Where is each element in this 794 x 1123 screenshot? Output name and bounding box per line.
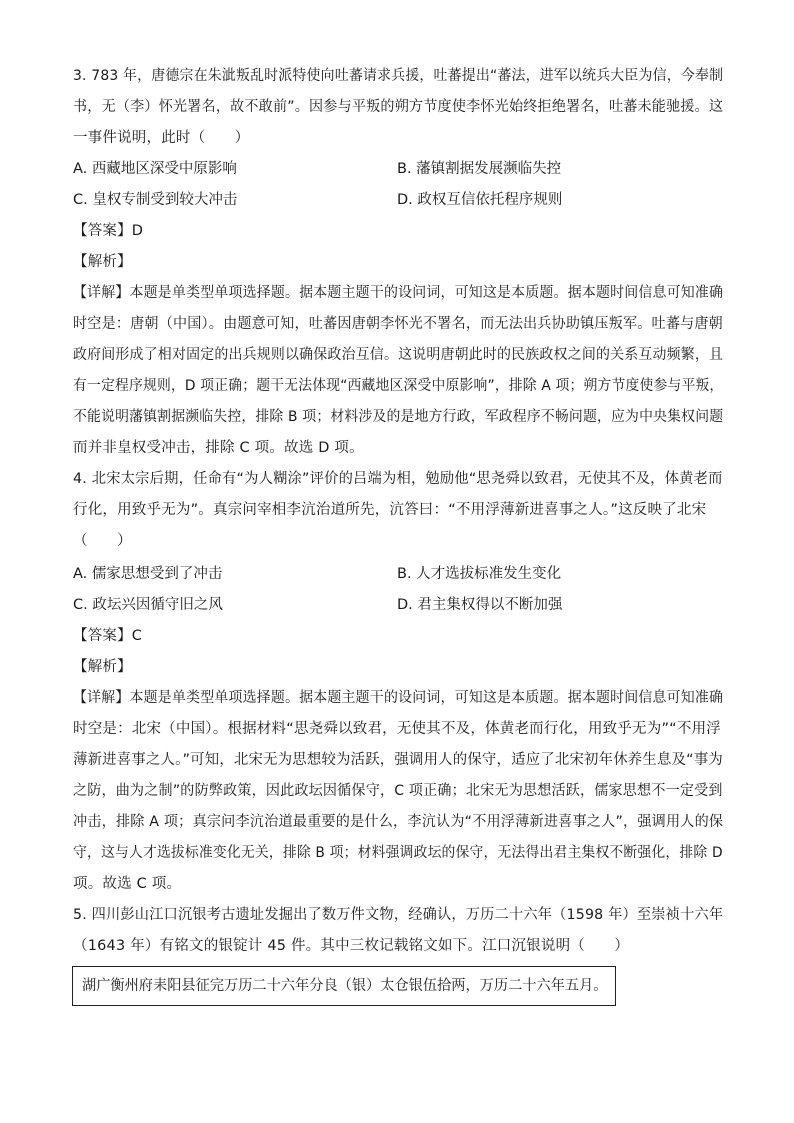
question-3-option-a: A. 西藏地区深受中原影响	[73, 161, 237, 177]
question-4-line-3: （ ）	[73, 533, 132, 549]
question-3-line-3: 一事件说明，此时（ ）	[73, 130, 250, 146]
inscription-box	[72, 966, 616, 1006]
question-4-option-c: C. 政坛兴因循守旧之风	[73, 597, 223, 613]
question-3-option-d: D. 政权互信依托程序规则	[397, 192, 563, 208]
question-3-detail-line-4: 有一定程序规则，D 项正确；题干无法体现“西藏地区深受中原影响”，排除 A 项；朔方节度使参与平叛，	[73, 378, 724, 394]
question-4-detail-line-5: 冲击，排除 A 项；真宗问李沆治道最重要的是什么，李沆认为“不用浮薄新进喜事之人”，强调用人的保	[73, 814, 724, 830]
question-3-line-1: 3. 783 年，唐德宗在朱泚叛乱时派特使向吐蕃请求兵援，吐蕃提出“蕃法，进军以统兵大臣为信，今奉制	[73, 68, 724, 84]
question-4-detail-line-2: 时空是：北宋（中国）。根据材料“思尧舜以致君，无使其不及，体黄老而行化，用致乎无为”“不用浮	[73, 721, 721, 737]
question-4-option-b: B. 人才选拔标准发生变化	[397, 566, 562, 582]
question-4-answer: 【答案】C	[73, 628, 143, 644]
question-4-line-1: 4. 北宋太宗后期，任命有“为人糊涂”评价的吕端为相，勉励他“思尧舜以致君，无使其不及，体黄老而	[73, 471, 723, 487]
question-3-line-2: 书，无（李）怀光署名，故不敢前”。因参与平叛的朔方节度使李怀光始终拒绝署名，吐蕃未能驰援。这	[73, 99, 724, 115]
question-3-detail-line-2: 时空是：唐朝（中国）。由题意可知，吐蕃因唐朝李怀光不署名，而无法出兵协助镇压叛军。吐蕃与唐朝	[73, 316, 723, 332]
question-3-detail-line-5: 不能说明藩镇割据濒临失控，排除 B 项；材料涉及的是地方行政，军政程序不畅问题，应为中央集权问题	[73, 409, 724, 425]
question-3-detail-line-6: 而并非皇权受冲击，排除 C 项。故选 D 项。	[73, 440, 364, 456]
question-4-detail-line-7: 项。故选 C 项。	[73, 876, 182, 892]
question-5-line-2: （1643 年）有铭文的银锭计 45 件。其中三枚记载铭文如下。江口沉银说明（ ）	[73, 938, 630, 954]
question-5-line-1: 5. 四川彭山江口沉银考古遗址发掘出了数万件文物，经确认，万历二十六年（1598 年）至崇祯十六年	[73, 907, 724, 923]
question-4-line-2: 行化，用致乎无为”。真宗问宰相李沆治道所先，沆答曰：“不用浮薄新进喜事之人。”这反映了北宋	[73, 502, 707, 518]
question-4-option-d: D. 君主集权得以不断加强	[397, 597, 563, 613]
question-4-detail-line-6: 守，这与人才选拔标准变化无关，排除 B 项；材料强调政坛的保守，无法得出君主集权不断强化，排除 D	[73, 845, 723, 861]
question-4-detail-line-4: 之防，曲为之制”的防弊政策，因此政坛因循保守，C 项正确；北宋无为思想活跃，儒家思想不一定受到	[73, 783, 723, 799]
question-4-option-a: A. 儒家思想受到了冲击	[73, 566, 223, 582]
question-4-detail-line-3: 薄新进喜事之人。”可知，北宋无为思想较为活跃，强调用人的保守，适应了北宋初年休养生息及“事为	[73, 752, 724, 768]
question-3-option-c: C. 皇权专制受到较大冲击	[73, 192, 238, 208]
question-3-answer: 【答案】D	[73, 223, 144, 239]
question-3-option-b: B. 藩镇割据发展濒临失控	[397, 161, 562, 177]
question-3-detail-line-1: 【详解】本题是单类型单项选择题。据本题主题干的设问词，可知这是本质题。据本题时间信息可知准确	[73, 285, 724, 301]
question-4-analysis-label: 【解析】	[73, 659, 132, 675]
inscription-text: 湖广衡州府耒阳县征完万历二十六年分良（银）太仓银伍拾两，万历二十六年五月。	[82, 978, 608, 994]
question-3-analysis-label: 【解析】	[73, 254, 132, 270]
question-3-detail-line-3: 政府间形成了相对固定的出兵规则以确保政治互信。这说明唐朝此时的民族政权之间的关系互动频繁，且	[73, 347, 724, 363]
question-4-detail-line-1: 【详解】本题是单类型单项选择题。据本题主题干的设问词，可知这是本质题。据本题时间信息可知准确	[73, 690, 724, 706]
